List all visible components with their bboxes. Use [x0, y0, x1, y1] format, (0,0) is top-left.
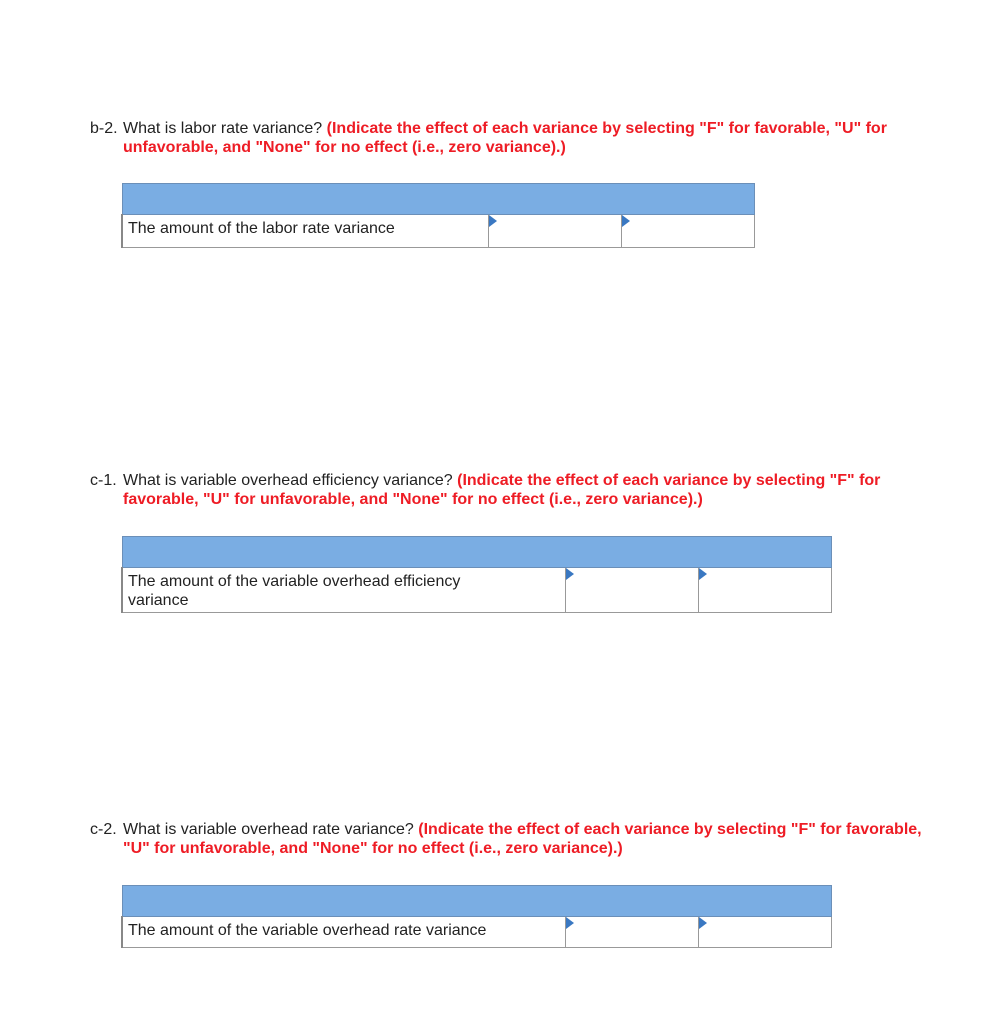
question-c2-question: What is variable overhead rate variance? [123, 821, 414, 838]
table-row [122, 917, 831, 948]
labor-rate-amount-input[interactable] [491, 217, 619, 245]
table-header-cell [122, 184, 754, 215]
amount-cell [488, 215, 621, 248]
variable-overhead-rate-variance-table [121, 885, 832, 948]
question-b2-instruction: (Indicate the effect of each variance by selecting "F" for favorable, "U" for unfavorable, and "None" for no effect (i.e., zero variance).) [123, 120, 887, 156]
table-row [122, 568, 831, 613]
effect-cell [698, 917, 831, 948]
voh-rate-amount-input[interactable] [568, 919, 696, 945]
question-b2-text [90, 119, 950, 157]
effect-cell [698, 568, 831, 613]
question-c1-text [90, 471, 950, 509]
row-label: The amount of the variable overhead rate variance [122, 917, 565, 948]
question-b2-question: What is labor rate variance? [123, 120, 323, 137]
amount-cell [565, 917, 698, 948]
question-c1-number: c-1. [90, 472, 117, 489]
amount-cell [565, 568, 698, 613]
voh-rate-effect-select[interactable] [701, 919, 829, 945]
variable-overhead-efficiency-variance-table [121, 536, 832, 613]
question-c2-instruction: (Indicate the effect of each variance by selecting "F" for favorable, "U" for unfavorable, and "None" for no effect (i.e., zero variance).) [123, 821, 922, 857]
labor-rate-variance-table [121, 183, 755, 248]
row-label: The amount of the labor rate variance [122, 215, 488, 248]
table-header-cell [122, 537, 831, 568]
table-header-row [122, 886, 831, 917]
voh-efficiency-amount-input[interactable] [568, 570, 696, 610]
question-c1 [90, 471, 950, 509]
question-c1-question: What is variable overhead efficiency variance? [123, 472, 453, 489]
table-header-cell [122, 886, 831, 917]
question-c1-instruction: (Indicate the effect of each variance by selecting "F" for favorable, "U" for unfavorable, and "None" for no effect (i.e., zero variance).) [123, 472, 881, 508]
voh-efficiency-effect-select[interactable] [701, 570, 829, 610]
question-c2 [90, 820, 950, 858]
effect-cell [621, 215, 754, 248]
question-b2 [90, 119, 950, 157]
question-c2-text [90, 820, 950, 858]
labor-rate-effect-select[interactable] [624, 217, 752, 245]
row-label: The amount of the variable overhead efficiency variance [122, 568, 565, 613]
table-row [122, 215, 754, 248]
table-header-row [122, 537, 831, 568]
question-b2-number: b-2. [90, 120, 118, 137]
question-c2-number: c-2. [90, 821, 117, 838]
table-header-row [122, 184, 754, 215]
